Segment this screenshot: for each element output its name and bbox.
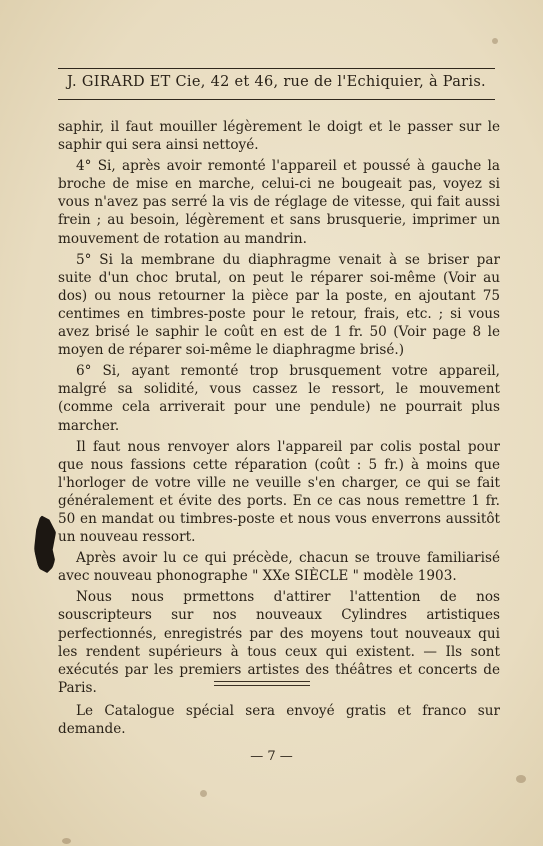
- stain: [62, 838, 71, 844]
- paragraph: saphir, il faut mouiller légèrement le doigt et le passer sur le saphir qui sera ainsi nettoyé.: [58, 119, 500, 154]
- body-text: [58, 118, 500, 741]
- paragraph: 6° Si, ayant remonté trop brusquement votre appareil, malgré sa solidité, vous cassez le ressort, le mouvement (comme cela arriverait pour une pendule) ne pourrait plus marcher.: [58, 363, 500, 434]
- paragraph: Le Catalogue spécial sera envoyé gratis et franco sur demande.: [58, 702, 500, 737]
- stain: [200, 790, 207, 797]
- paper-tear: [34, 515, 56, 573]
- paragraph: Après avoir lu ce qui précède, chacun se trouve familiarisé avec nouveau phonographe " XXe SIÈCLE " modèle 1903.: [58, 550, 500, 585]
- paragraph: Il faut nous renvoyer alors l'appareil par colis postal pour que nous fassions cette réparation (coût : 5 fr.) à moins que l'horloger de votre ville ne veuille s'en charger, ce qui se fait généralement et évite des ports. En ce cas nous remettre 1 fr. 50 en mandat ou timbres-poste et nous vous enverrons aussitôt un nouveau ressort.: [58, 438, 500, 546]
- separator-rule: [214, 681, 310, 682]
- paragraph: 4° Si, après avoir remonté l'appareil et poussé à gauche la broche de mise en marche, celui-ci ne bougeait pas, voyez si vous n'avez pas serré la vis de réglage de vitesse, qui fait aussi frein ; au besoin, légèrement et sans brusquerie, imprimer un mouvement de rotation au mandrin.: [58, 158, 500, 247]
- paragraph: Nous nous prmettons d'attirer l'attention de nos souscripteurs sur nos nouveaux Cylindres artistiques perfectionnés, enregistrés par des moyens tout nouveaux qui les rendent supérieurs à tous ceux qui existent. — Ils sont exécutés par les premiers artistes des théâtres et concerts de Paris.: [58, 589, 500, 696]
- running-header: J. GIRARD ET Cie, 42 et 46, rue de l'Echiquier, à Paris.: [67, 74, 486, 90]
- page-number: — 7 —: [250, 749, 293, 764]
- header-top-rule: [58, 68, 495, 69]
- header-bottom-rule: [58, 99, 495, 100]
- stain: [492, 38, 498, 44]
- stain: [516, 775, 526, 783]
- paragraph: 5° Si la membrane du diaphragme venait à se briser par suite d'un choc brutal, on peut le réparer soi-même (Voir au dos) ou nous retourner la pièce par la poste, en ajoutant 75 centimes en timbres-poste pour le retour, frais, etc. ; si vous avez brisé le saphir le coût en est de 1 fr. 50 (Voir page 8 le moyen de réparer soi-même le diaphragme brisé.): [58, 251, 500, 359]
- separator-rule: [214, 685, 310, 686]
